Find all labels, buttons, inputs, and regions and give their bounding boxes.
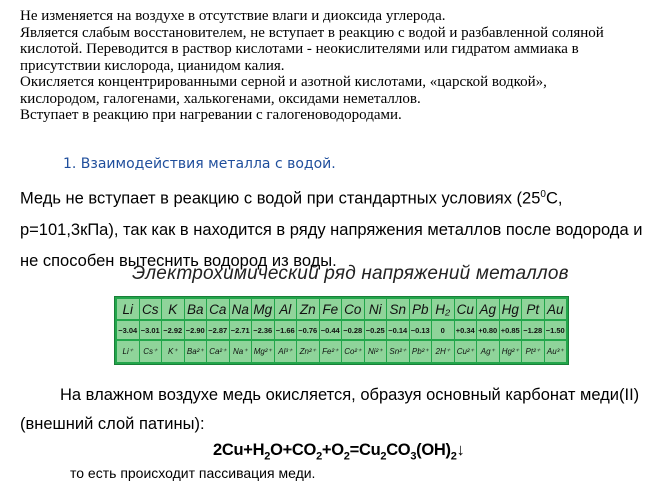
ion-cell: Pb²⁺ <box>410 341 432 362</box>
potential-cell: −2.87 <box>207 321 229 339</box>
potential-cell: +0.80 <box>477 321 499 339</box>
water-line-2: р=101,3кПа), так как в находится в ряду напряжения металлов после водорода и <box>20 220 643 239</box>
eq-part: 2Cu+H <box>213 441 265 459</box>
intro-line: Окисляется концентрированными серной и азотной кислотами, «царской водкой», <box>20 74 547 90</box>
ion-cell: Zn²⁺ <box>297 341 319 362</box>
eq-part: +O <box>321 441 344 459</box>
eq-sub: 2 <box>264 450 271 463</box>
ion-cell: Hg²⁺ <box>500 341 522 362</box>
water-line-3: не способен вытеснить водород из воды. <box>20 251 337 270</box>
ion-cell: Co²⁺ <box>342 341 364 362</box>
potential-cell: +0.34 <box>455 321 477 339</box>
patina-paragraph <box>20 381 639 439</box>
ion-cell: Fe²⁺ <box>320 341 342 362</box>
ion-cell: Ba²⁺ <box>185 341 207 362</box>
element-cell: Pb <box>410 299 432 319</box>
element-cell: Fe <box>320 299 342 319</box>
intro-line: присутствии кислорода, цианидом калия. <box>20 57 285 74</box>
reaction-equation <box>213 441 465 462</box>
element-cell: Pt <box>522 299 544 319</box>
element-row <box>117 299 567 319</box>
ion-cell: Al³⁺ <box>275 341 297 362</box>
ion-cell: Cs⁺ <box>140 341 162 362</box>
water-line-1-end: С, <box>545 189 563 208</box>
potential-cell: −0.25 <box>365 321 387 339</box>
element-cell: K <box>162 299 184 319</box>
intro-line: Вступает в реакцию при нагревании с галогеноводородами. <box>20 107 402 123</box>
water-line-1 <box>20 179 665 215</box>
ion-cell: K⁺ <box>162 341 184 362</box>
element-cell: Au <box>545 299 567 319</box>
potential-cell: −2.71 <box>230 321 252 339</box>
potential-cell: −3.01 <box>140 321 162 339</box>
patina-line-2: (внешний слой патины): <box>20 415 205 433</box>
eq-sub: 2 <box>380 450 387 463</box>
element-cell: Cu <box>455 299 477 319</box>
water-paragraph <box>20 179 665 277</box>
potential-cell: −2.36 <box>252 321 274 339</box>
eq-part: =Cu <box>349 441 381 459</box>
eq-sub: 2 <box>343 450 350 463</box>
eq-sub: 2 <box>316 450 322 463</box>
element-cell: Co <box>342 299 364 319</box>
potential-cell: −1.66 <box>275 321 297 339</box>
intro-line: Является слабым восстановителем, не вступает в реакцию с водой и разбавленной соляной <box>20 24 604 41</box>
degree-sup: 0 <box>540 189 546 200</box>
ion-cell: 2H⁺ <box>432 341 454 362</box>
potential-cell: 0 <box>432 321 454 339</box>
ion-cell: Na⁺ <box>230 341 252 362</box>
potential-cell: −2.90 <box>185 321 207 339</box>
potential-cell: −0.76 <box>297 321 319 339</box>
ion-cell: Li⁺ <box>117 341 139 362</box>
element-cell: Ag <box>477 299 499 319</box>
eq-part: CO <box>386 441 411 459</box>
potential-cell: −0.28 <box>342 321 364 339</box>
element-cell: Zn <box>297 299 319 319</box>
element-cell: Ni <box>365 299 387 319</box>
ion-cell: Mg²⁺ <box>252 341 274 362</box>
eq-part: O+CO <box>270 441 317 459</box>
potential-cell: −3.04 <box>117 321 139 339</box>
patina-line-1: На влажном воздухе медь окисляется, образуя основный карбонат меди(II) <box>60 386 640 404</box>
eq-sub: 3 <box>410 450 417 463</box>
ion-cell: Sn²⁺ <box>387 341 409 362</box>
potential-cell: +0.85 <box>500 321 522 339</box>
eq-part: (OH) <box>416 441 451 459</box>
conclusion-text: то есть происходит пассивация меди. <box>70 465 316 481</box>
element-cell: Li <box>117 299 139 319</box>
element-cell: Ba <box>185 299 207 319</box>
series-title: Электрохимический ряд напряжений металлов <box>132 263 569 284</box>
eq-part: ↓ <box>456 441 465 459</box>
eq-sub: 2 <box>450 450 457 463</box>
element-cell: Al <box>275 299 297 319</box>
element-cell: Mg <box>252 299 274 319</box>
ion-cell: Au³⁺ <box>545 341 567 362</box>
potential-row <box>117 321 567 339</box>
ion-cell: Ni²⁺ <box>365 341 387 362</box>
electrochemical-series-table <box>114 296 569 365</box>
potential-cell: −2.92 <box>162 321 184 339</box>
water-line-1-text: Медь не вступает в реакцию с водой при стандартных условиях (25 <box>20 189 541 208</box>
element-cell: Cs <box>140 299 162 319</box>
intro-line: кислородом, галогенами, халькогенами, оксидами неметаллов. <box>20 90 421 107</box>
potential-cell: −0.44 <box>320 321 342 339</box>
potential-cell: −1.28 <box>522 321 544 339</box>
ion-cell: Ag⁺ <box>477 341 499 362</box>
ion-row <box>117 341 567 362</box>
potential-cell: −1.50 <box>545 321 567 339</box>
potential-cell: −0.14 <box>387 321 409 339</box>
potential-cell: −0.13 <box>410 321 432 339</box>
element-cell: Hg <box>500 299 522 319</box>
element-cell: Na <box>230 299 252 319</box>
ion-cell: Ca²⁺ <box>207 341 229 362</box>
intro-paragraph <box>20 8 660 124</box>
section-heading: 1. Взаимодействия металла с водой. <box>63 156 336 172</box>
element-cell: Ca <box>207 299 229 319</box>
ion-cell: Pt²⁺ <box>522 341 544 362</box>
intro-line: Не изменяется на воздухе в отсутствие влаги и диоксида углерода. <box>20 8 446 24</box>
intro-line: кислотой. Переводится в раствор кислотами - неокислителями или гидратом аммиака в <box>20 41 579 57</box>
element-cell: Sn <box>387 299 409 319</box>
ion-cell: Cu²⁺ <box>455 341 477 362</box>
element-cell: H₂ <box>432 299 454 319</box>
